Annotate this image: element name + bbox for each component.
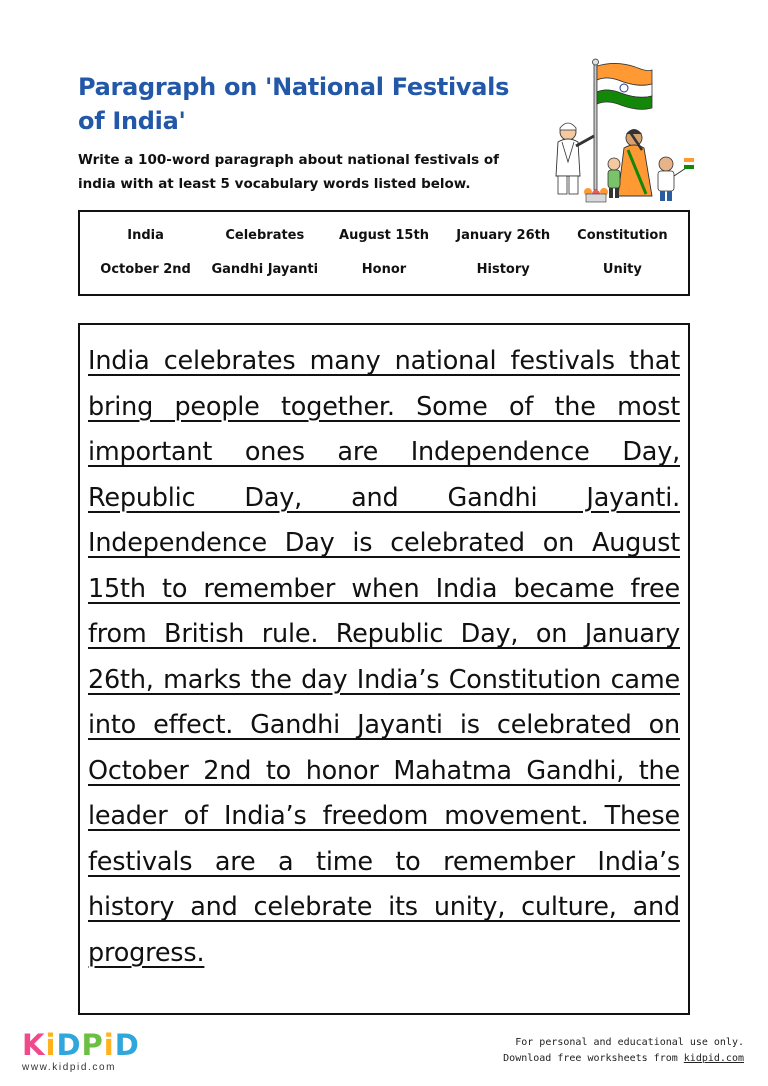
paragraph-text: India celebrates many national festivals that bring people together. Some of the most important ones are Independence Day, Republic Day, and Gandhi Jayanti. Independence Day is celebrated on August 15th to remember when India became free from British rule. Republic Day, on January 26th, marks the day India’s Constitution came into effect. Gandhi Jayanti is celebrated on October 2nd to honor Mahatma Gandhi, the leader of India’s freedom movement. These festivals are a time to remember India’s history and celebrate its unity, culture, and progress. — [88, 346, 680, 968]
vocabulary-word: India — [127, 228, 164, 243]
vocabulary-box — [78, 210, 690, 296]
paragraph-box — [78, 323, 690, 1015]
vocabulary-word: Honor — [361, 262, 407, 277]
footer-link[interactable]: kidpid.com — [683, 1053, 744, 1064]
worksheet-instructions: Write a 100-word paragraph about national festivals of india with at least 5 vocabulary words listed below. — [78, 152, 500, 192]
vocabulary-word: January 26th — [456, 228, 551, 243]
footer-download-text: Download free worksheets from kidpid.com — [503, 1053, 744, 1064]
vocabulary-word: Celebrates — [225, 228, 305, 243]
kidpid-logo — [22, 1028, 140, 1074]
vocabulary-word: August 15th — [339, 228, 429, 243]
worksheet-title: Paragraph on 'National Festivals of India' — [78, 73, 510, 135]
vocabulary-word: History — [476, 262, 530, 277]
flag-hoisting-illustration — [548, 58, 696, 208]
vocabulary-word: Gandhi Jayanti — [211, 262, 319, 277]
vocabulary-word: Constitution — [577, 228, 668, 243]
logo-wordmark: KiDPiD — [22, 1028, 140, 1062]
vocabulary-list — [86, 226, 682, 280]
logo-url: www.kidpid.com — [22, 1062, 117, 1073]
footer-usage-text: For personal and educational use only. — [515, 1037, 744, 1048]
vocabulary-word: October 2nd — [100, 262, 191, 277]
vocabulary-word: Unity — [602, 262, 642, 277]
footer-note — [503, 1035, 744, 1067]
